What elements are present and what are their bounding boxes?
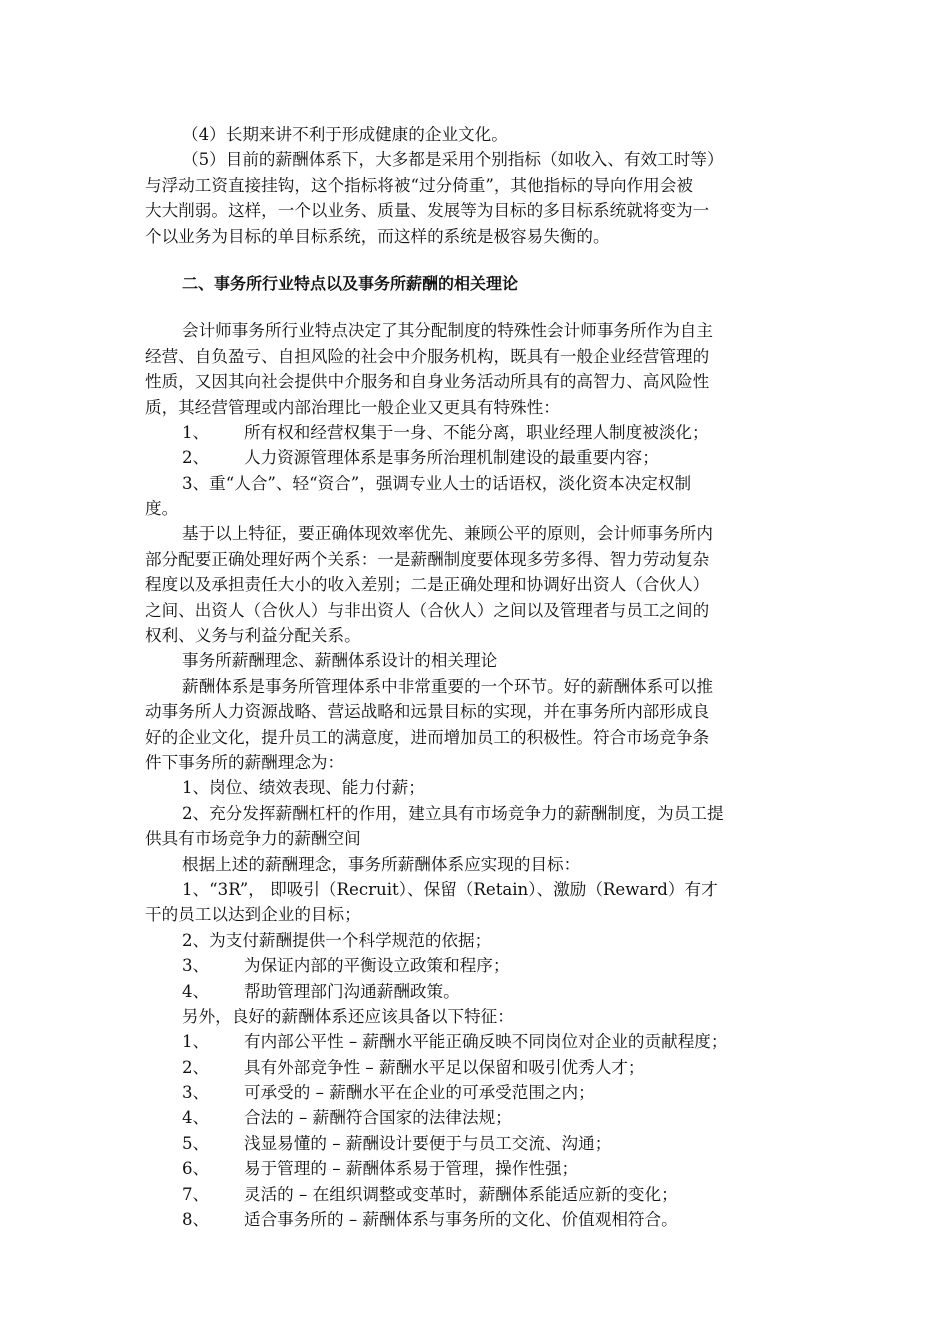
list-item <box>145 953 813 978</box>
spacer <box>145 249 813 271</box>
paragraph-line: 件下事务所的薪酬理念为： <box>145 752 345 772</box>
list-text: 可承受的 – 薪酬水平在企业的可承受范围之内； <box>244 1083 595 1103</box>
paragraph-line: 性质，又因其向社会提供中介服务和自身业务活动所具有的高智力、高风险性 <box>145 372 710 392</box>
list-number: 3、 <box>182 956 210 976</box>
paragraph-line: 1、“3R”， 即吸引（Recruit）、保留（Retain）、激励（Reward）有才 <box>182 879 718 899</box>
paragraph-line: 干的员工以达到企业的目标； <box>145 905 361 925</box>
list-text: 帮助管理部门沟通薪酬政策。 <box>244 981 460 1001</box>
list-item <box>145 979 813 1004</box>
list-item <box>145 1055 813 1080</box>
paragraph-line: 与浮动工资直接挂钩，这个指标将被“过分倚重”，其他指标的导向作用会被 <box>145 175 693 195</box>
paragraph-line: 质，其经营管理或内部治理比一般企业又更具有特殊性： <box>145 397 560 417</box>
paragraph-line: 供具有市场竞争力的薪酬空间 <box>145 829 361 849</box>
list-item <box>145 1156 813 1181</box>
list-number: 7、 <box>182 1184 210 1204</box>
paragraph-line: 薪酬体系是事务所管理体系中非常重要的一个环节。好的薪酬体系可以推 <box>182 676 713 696</box>
paragraph-line: 动事务所人力资源战略、营运战略和远景目标的实现，并在事务所内部形成良 <box>145 702 710 722</box>
list-item <box>145 1207 813 1232</box>
document-body <box>145 122 813 1232</box>
list-item <box>145 1182 813 1207</box>
list-number: 3、 <box>182 1083 210 1103</box>
paragraph-line: 之间、出资人（合伙人）与非出资人（合伙人）之间以及管理者与员工之间的 <box>145 600 710 620</box>
list-text: 浅显易懂的 – 薪酬设计要便于与员工交流、沟通； <box>244 1133 612 1153</box>
list-number: 8、 <box>182 1210 210 1230</box>
paragraph-line: 2、为支付薪酬提供一个科学规范的依据； <box>182 930 492 950</box>
paragraph-line: 基于以上特征，要正确体现效率优先、兼顾公平的原则，会计师事务所内 <box>182 524 713 544</box>
list-text: 有内部公平性 – 薪酬水平能正确反映不同岗位对企业的贡献程度； <box>244 1032 728 1052</box>
paragraph-line: 度。 <box>145 499 179 519</box>
paragraph-line: 3、重“人合”、轻“资合”，强调专业人士的话语权，淡化资本决定权制 <box>182 473 692 493</box>
section-heading: 二、事务所行业特点以及事务所薪酬的相关理论 <box>182 273 519 293</box>
list-number: 1、 <box>182 1032 210 1052</box>
paragraph-line: 好的企业文化，提升员工的满意度，进而增加员工的积极性。符合市场竞争条 <box>145 727 710 747</box>
spacer <box>145 296 813 318</box>
list-item <box>145 1105 813 1130</box>
paragraph-line: 部分配要正确处理好两个关系：一是薪酬制度要体现多劳多得、智力劳动复杂 <box>145 549 710 569</box>
list-item <box>145 1029 813 1054</box>
paragraph-line: 根据上述的薪酬理念，事务所薪酬体系应实现的目标： <box>182 854 581 874</box>
list-text: 易于管理的 – 薪酬体系易于管理，操作性强； <box>244 1159 579 1179</box>
paragraph-line: 个以业务为目标的单目标系统，而这样的系统是极容易失衡的。 <box>145 226 610 246</box>
list-item <box>145 1131 813 1156</box>
paragraph-line: 2、充分发挥薪酬杠杆的作用，建立具有市场竞争力的薪酬制度，为员工提 <box>182 803 724 823</box>
paragraph-line: 权利、义务与利益分配关系。 <box>145 626 361 646</box>
paragraph-line: 大大削弱。这样，一个以业务、质量、发展等为目标的多目标系统就将变为一 <box>145 201 710 221</box>
paragraph-line: 1、岗位、绩效表现、能力付薪； <box>182 778 425 798</box>
paragraph-line: 另外，良好的薪酬体系还应该具备以下特征： <box>182 1006 514 1026</box>
list-number: 2、 <box>182 1057 210 1077</box>
list-text: 具有外部竞争性 – 薪酬水平足以保留和吸引优秀人才； <box>244 1057 645 1077</box>
list-number: 4、 <box>182 1108 210 1128</box>
list-number: 5、 <box>182 1133 210 1153</box>
list-text: 合法的 – 薪酬符合国家的法律法规； <box>244 1108 512 1128</box>
paragraph-line: 经营、自负盈亏、自担风险的社会中介服务机构，既具有一般企业经营管理的 <box>145 346 710 366</box>
subsection-title: 事务所薪酬理念、薪酬体系设计的相关理论 <box>182 651 498 671</box>
paragraph-line: 会计师事务所行业特点决定了其分配制度的特殊性会计师事务所作为自主 <box>182 321 713 341</box>
list-number: 1、 <box>182 422 210 442</box>
list-item <box>145 1080 813 1105</box>
list-text: 适合事务所的 – 薪酬体系与事务所的文化、价值观相符合。 <box>244 1210 678 1230</box>
list-number: 6、 <box>182 1159 210 1179</box>
list-text: 灵活的 – 在组织调整或变革时，薪酬体系能适应新的变化； <box>244 1184 678 1204</box>
list-item <box>145 420 813 445</box>
paragraph-line: （5）目前的薪酬体系下，大多都是采用个别指标（如收入、有效工时等） <box>182 150 724 170</box>
list-text: 为保证内部的平衡设立政策和程序； <box>244 956 510 976</box>
paragraph-line: 程度以及承担责任大小的收入差别；二是正确处理和协调好出资人（合伙人） <box>145 575 710 595</box>
list-text: 人力资源管理体系是事务所治理机制建设的最重要内容； <box>244 448 659 468</box>
list-number: 2、 <box>182 448 210 468</box>
list-item <box>145 445 813 470</box>
list-number: 4、 <box>182 981 210 1001</box>
list-text: 所有权和经营权集于一身、不能分离，职业经理人制度被淡化； <box>244 422 709 442</box>
paragraph-line: （4）长期来讲不利于形成健康的企业文化。 <box>182 125 508 144</box>
